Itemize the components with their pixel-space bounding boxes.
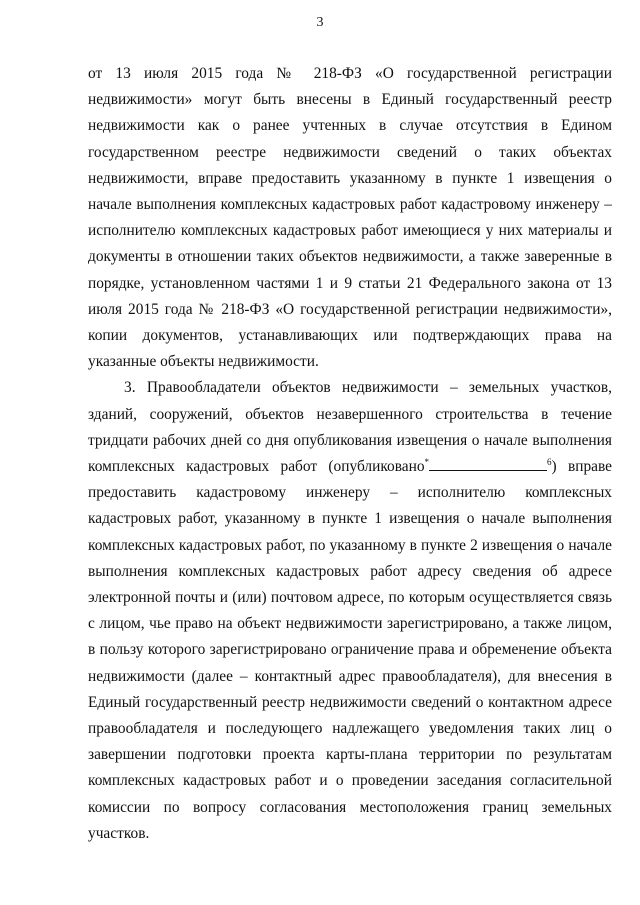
paragraph-item-3-end: ) вправе предоставить кадастровому инженеру – исполнителю комплексных кадастровых работ, указанному в пункте 1 извещения о начале выполнения комплексных кадастровых работ, по указанному в пункте 2 извещения о начале выполнения комплексных кадастровых работ адресу сведения об адресе электронной почты и (или) почтовом адресе, по которым осуществляется связь с лицом, чье право на объект недвижимости зарегистрировано, а также лицом, в пользу которого зарегистрировано ограничение права и обременение объекта недвижимости (далее – контактный адрес правообладателя), для внесения в Единый государственный реестр недвижимости сведений о контактном адресе правообладателя и последующего надлежащего уведомления таких лиц о завершении подготовки проекта карты-плана территории по результатам комплексных кадастровых работ и о проведении заседания согласительной комиссии по вопросу согласования местоположения границ земельных участков.: [88, 458, 612, 842]
page-number: 3: [316, 15, 324, 30]
document-body: [88, 61, 612, 847]
publication-fill-line: [429, 456, 547, 471]
paragraph-item-3-start: 3. Правообладатели объектов недвижимости – земельных участков, зданий, сооружений, объектов незавершенного строительства в течение тридцати рабочих дней со дня опубликования извещения о начале выполнения комплексных кадастровых работ (опубликовано: [88, 379, 612, 476]
paragraph-continuation: от 13 июля 2015 года № 218-ФЗ «О государственной регистрации недвижимости» могут быть внесены в Единый государственный реестр недвижимости как о ранее учтенных в случае отсутствия в Едином государственном реестре недвижимости сведений о таких объектах недвижимости, вправе предоставить указанному в пункте 1 извещения о начале выполнения комплексных кадастровых работ кадастровому инженеру – исполнителю комплексных кадастровых работ имеющиеся у них материалы и документы в отношении таких объектов недвижимости, а также заверенные в порядке, установленном частями 1 и 9 статьи 21 Федерального закона от 13 июля 2015 года № 218-ФЗ «О государственной регистрации недвижимости», копии документов, устанавливающих или подтверждающих права на указанные объекты недвижимости.: [88, 65, 612, 371]
footnote-mark: 6: [547, 456, 552, 467]
paragraph-item-3: [88, 375, 612, 847]
asterisk-mark: *: [424, 456, 430, 467]
